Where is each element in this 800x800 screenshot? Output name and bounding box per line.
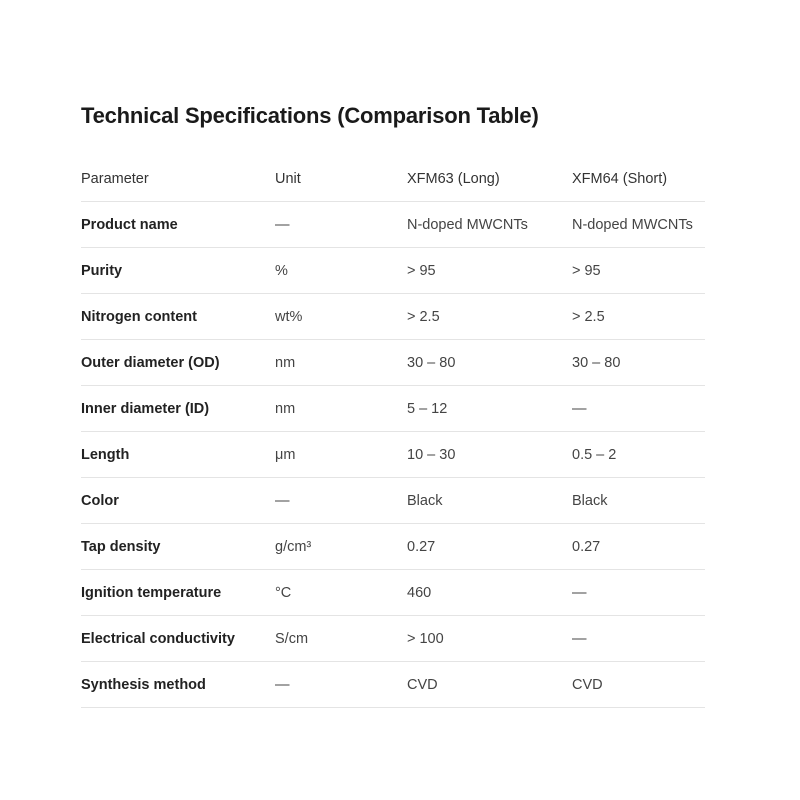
cell-xfm64: 0.5 – 2 [572,432,705,478]
cell-xfm64: N-doped MWCNTs [572,202,705,248]
cell-xfm64: > 2.5 [572,294,705,340]
cell-parameter: Electrical conductivity [81,616,275,662]
cell-xfm64: — [572,386,705,432]
cell-unit: nm [275,386,407,432]
cell-xfm63: N-doped MWCNTs [407,202,572,248]
cell-xfm64: 30 – 80 [572,340,705,386]
cell-xfm63: 10 – 30 [407,432,572,478]
cell-xfm63: 30 – 80 [407,340,572,386]
table-row [81,294,705,340]
cell-unit: — [275,478,407,524]
cell-parameter: Length [81,432,275,478]
cell-parameter: Outer diameter (OD) [81,340,275,386]
cell-unit: wt% [275,294,407,340]
table-row [81,432,705,478]
cell-unit: g/cm³ [275,524,407,570]
cell-unit: nm [275,340,407,386]
spec-section [81,100,705,708]
cell-xfm63: > 100 [407,616,572,662]
header-xfm64: XFM64 (Short) [572,156,705,202]
cell-unit: — [275,202,407,248]
cell-xfm63: Black [407,478,572,524]
table-row [81,524,705,570]
cell-xfm63: 460 [407,570,572,616]
table-row [81,340,705,386]
table-row [81,570,705,616]
cell-unit: % [275,248,407,294]
cell-unit: — [275,662,407,708]
page-title: Technical Specifications (Comparison Table) [81,103,539,128]
cell-xfm64: — [572,570,705,616]
cell-parameter: Inner diameter (ID) [81,386,275,432]
table-row [81,248,705,294]
cell-xfm63: CVD [407,662,572,708]
cell-parameter: Nitrogen content [81,294,275,340]
cell-unit: °C [275,570,407,616]
cell-parameter: Product name [81,202,275,248]
cell-xfm64: > 95 [572,248,705,294]
header-xfm63: XFM63 (Long) [407,156,572,202]
cell-xfm64: — [572,616,705,662]
cell-xfm63: 0.27 [407,524,572,570]
cell-xfm64: Black [572,478,705,524]
cell-xfm63: > 2.5 [407,294,572,340]
cell-parameter: Synthesis method [81,662,275,708]
table-row [81,202,705,248]
cell-parameter: Tap density [81,524,275,570]
cell-unit: S/cm [275,616,407,662]
cell-parameter: Purity [81,248,275,294]
table-row [81,386,705,432]
cell-xfm63: 5 – 12 [407,386,572,432]
cell-parameter: Ignition temperature [81,570,275,616]
table-row [81,616,705,662]
cell-xfm64: CVD [572,662,705,708]
header-unit: Unit [275,156,407,202]
cell-unit: μm [275,432,407,478]
cell-xfm64: 0.27 [572,524,705,570]
table-row [81,478,705,524]
table-row [81,662,705,708]
table-header-row [81,156,705,202]
header-parameter: Parameter [81,156,275,202]
comparison-table [81,156,705,708]
cell-parameter: Color [81,478,275,524]
cell-xfm63: > 95 [407,248,572,294]
